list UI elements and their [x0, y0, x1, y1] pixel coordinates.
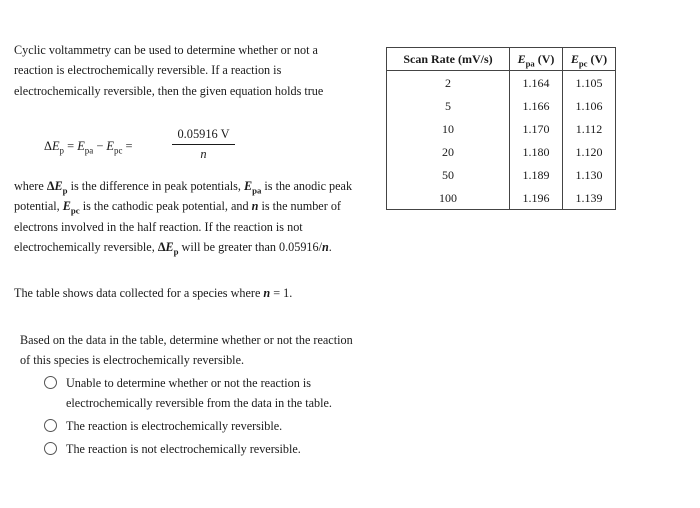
cell-scan-rate: 5	[387, 94, 510, 117]
cell-epc: 1.106	[563, 94, 616, 117]
choice-label: The reaction is electrochemically reversible.	[66, 419, 283, 433]
answer-choices	[44, 373, 354, 462]
cell-epc: 1.139	[563, 186, 616, 210]
reversibility-equation	[44, 127, 264, 171]
radio-icon[interactable]	[44, 419, 57, 432]
cell-epa: 1.180	[510, 140, 563, 163]
radio-icon[interactable]	[44, 376, 57, 389]
table-row	[387, 140, 616, 163]
scan-rate-table	[386, 47, 616, 210]
cell-scan-rate: 100	[387, 186, 510, 210]
definition-paragraph: where $\Delta E_p$ is the difference in peak potentials, $E_{pa}$ is the anodic peak potential, $E_{pc}$ is the cathodic peak potential, and n is the number of electrons involved in the half reaction. If the reaction is not electrochemically reversible, $\Delta E_p$ will be greater than 0.05916/n.	[14, 179, 353, 257]
cell-epa: 1.166	[510, 94, 563, 117]
choice-unable-to-determine[interactable]	[44, 373, 354, 413]
table-row	[387, 163, 616, 186]
radio-icon[interactable]	[44, 442, 57, 455]
intro-paragraph	[14, 40, 359, 101]
table-row	[387, 117, 616, 140]
cell-epa: 1.170	[510, 117, 563, 140]
header-scan-rate: Scan Rate (mV/s)	[387, 48, 510, 71]
header-epc: $E_{pc}$ (V)	[563, 48, 616, 71]
cell-epa: 1.189	[510, 163, 563, 186]
intro-text: Cyclic voltammetry can be used to determine whether or not a reaction is electrochemically reversible. If a reaction is electrochemically reversible, then the given equation holds true	[14, 43, 324, 98]
cell-scan-rate: 50	[387, 163, 510, 186]
choice-label: The reaction is not electrochemically reversible.	[66, 442, 301, 456]
cell-scan-rate: 2	[387, 71, 510, 95]
cell-epc: 1.120	[563, 140, 616, 163]
header-epa: $E_{pa}$ (V)	[510, 48, 563, 71]
table-row	[387, 71, 616, 95]
table-row	[387, 94, 616, 117]
cell-scan-rate: 10	[387, 117, 510, 140]
equation-fraction	[172, 127, 235, 162]
question-text: Based on the data in the table, determine whether or not the reaction of this species is electrochemically reversible.	[20, 333, 353, 367]
table-note: The table shows data collected for a species where n = 1.	[14, 286, 293, 300]
table-row	[387, 186, 616, 210]
cell-epa: 1.196	[510, 186, 563, 210]
cell-epc: 1.130	[563, 163, 616, 186]
table-header-row	[387, 48, 616, 71]
choice-not-reversible[interactable]	[44, 439, 354, 459]
equation-lhs: $\Delta E_p = E_{pa} - E_{pc}$ =	[44, 139, 133, 156]
choice-reversible[interactable]	[44, 416, 354, 436]
cell-epc: 1.105	[563, 71, 616, 95]
choice-label: Unable to determine whether or not the reaction is electrochemically reversible from the data in the table.	[66, 376, 332, 410]
cell-epc: 1.112	[563, 117, 616, 140]
cell-epa: 1.164	[510, 71, 563, 95]
equation-numerator: 0.05916 V	[172, 127, 235, 145]
cell-scan-rate: 20	[387, 140, 510, 163]
equation-denominator: n	[200, 147, 207, 161]
